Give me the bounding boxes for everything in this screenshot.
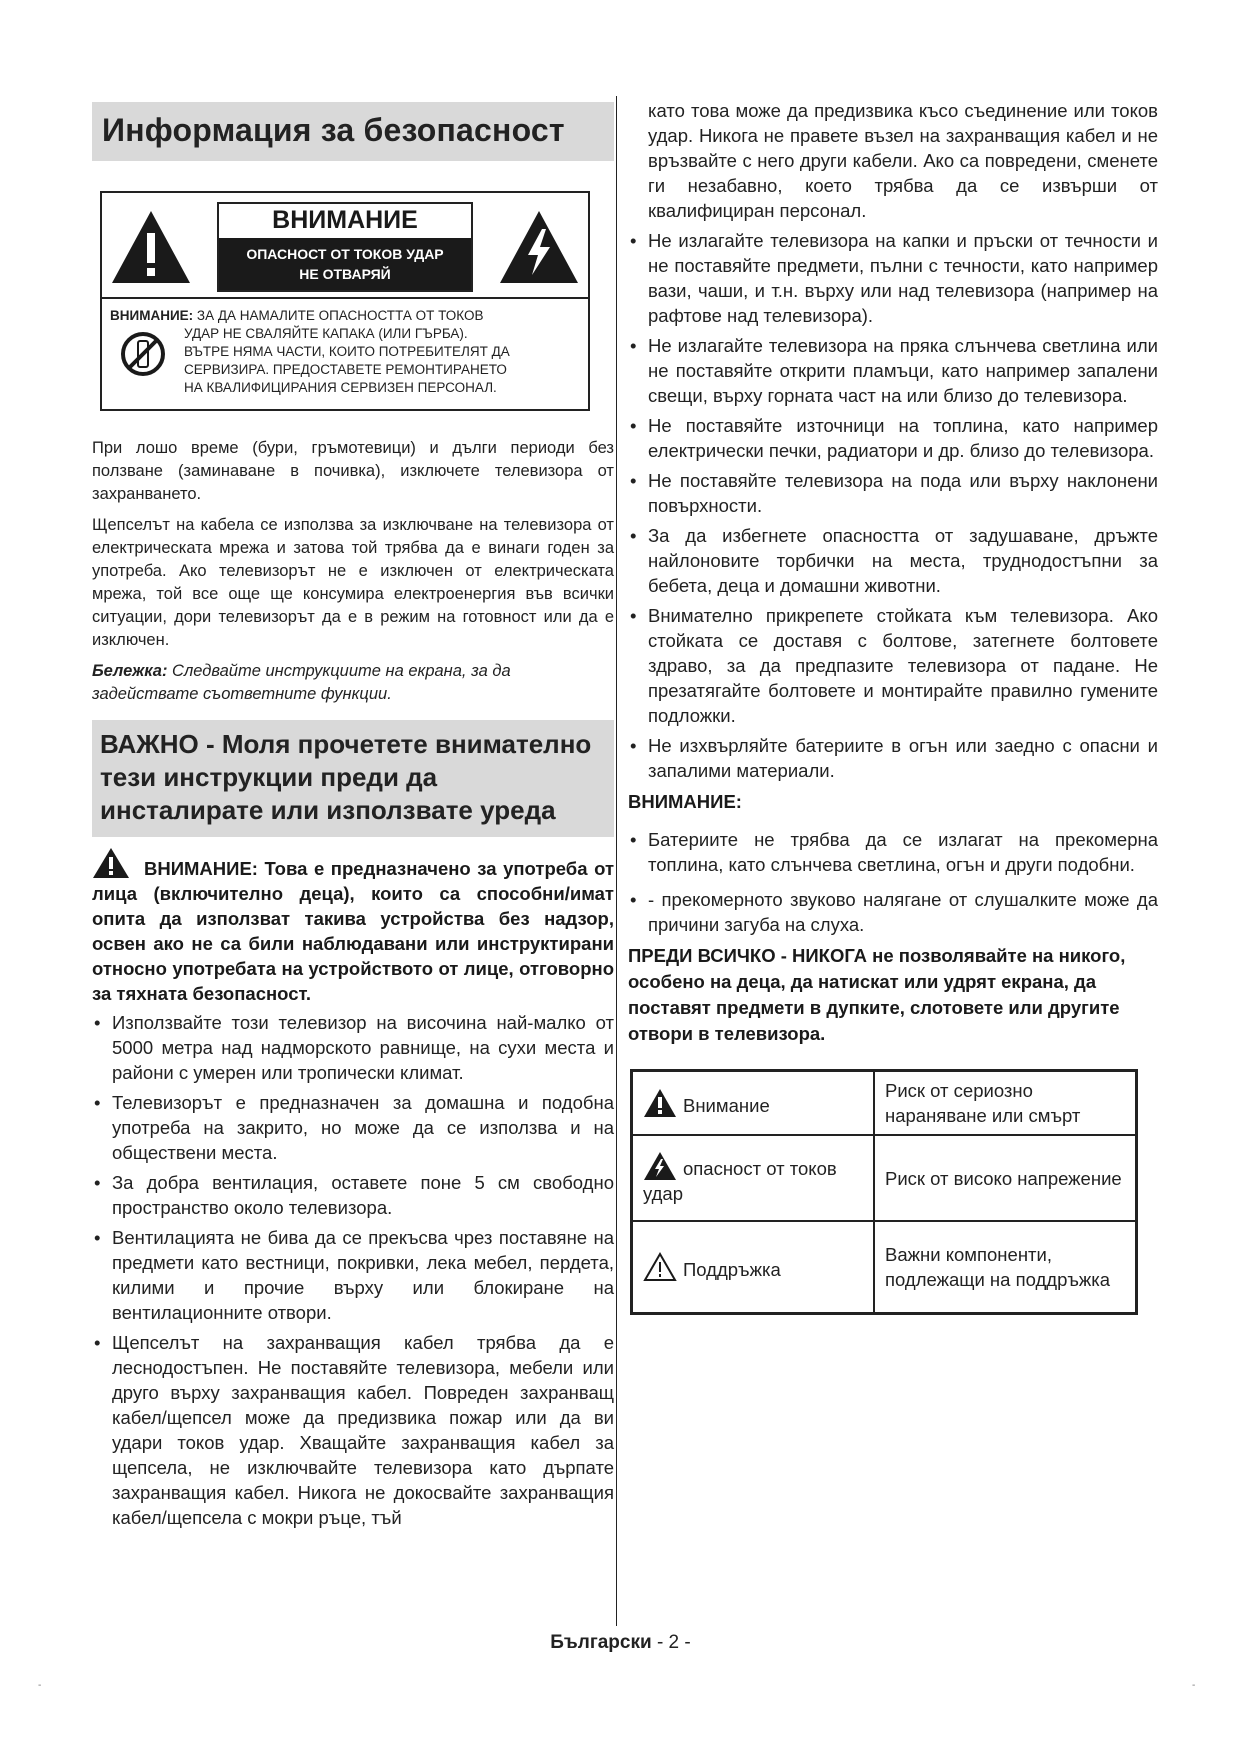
symbol-label: Поддръжка [683, 1258, 781, 1280]
caution-line-2: УДАР НЕ СВАЛЯЙТЕ КАПАКА (ИЛИ ГЪРБА). [184, 326, 468, 341]
list-item: • За добра вентилация, оставете поне 5 см свободно пространство около телевизора. [92, 1170, 614, 1220]
warning-heading: ВНИМАНИЕ: [628, 791, 742, 812]
list-item: • Батериите не трябва да се излагат на прекомерна топлина, като слънчева светлина, огън и други подобни. [628, 827, 1158, 877]
list-item: • Щепселът на захранващия кабел трябва да е леснодостъпен. Не поставяйте телевизора, мебели или друго върху захранващия кабел. Повреден захранващ кабел/щепсел може да предизвика пожар или да ви удари токов удар. Хващайте захранващия кабел за щепсела, не изключвайте телевизора като дърпате захранващия кабел. Никога не докосвайте захранващия кабел/щепсела с мокри ръце, тъй [92, 1330, 614, 1530]
no-open-icon [120, 331, 166, 377]
warning-label-banner [219, 238, 471, 290]
bold-warning-text: ВНИМАНИЕ: Това е предназначено за употреба от лица (включително деца), които са способни/имат опита да използват такива устройства без надзор, освен ако не са били наблюдавани или инструктирани относно употребата на устройството от лице, отговорно за тяхната безопасност. [92, 858, 614, 1004]
list-item: • За да избегнете опасността от задушаване, дръжте найлоновите торбички на места, труднодостъпни за бебета, деца и домашни животни. [628, 523, 1158, 598]
title-box [92, 102, 614, 161]
exclamation-triangle-icon [110, 209, 192, 285]
warning-triangle-icon [643, 1088, 677, 1118]
right-column [628, 98, 1158, 1315]
warning-label-caution [102, 297, 588, 409]
lightning-triangle-icon [643, 1151, 677, 1181]
note-paragraph [92, 660, 614, 706]
crop-mark: - [38, 1680, 42, 1691]
warning-label-heading: ВНИМАНИЕ [272, 206, 418, 234]
caution-line-5: НА КВАЛИФИЦИРАНИЯ СЕРВИЗЕН ПЕРСОНАЛ. [184, 380, 497, 395]
caution-line-3: ВЪТРЕ НЯМА ЧАСТИ, КОИТО ПОТРЕБИТЕЛЯТ ДА [184, 344, 510, 359]
list-item: • Не поставяйте източници на топлина, като например електрически печки, радиатори и др. близо до телевизора. [628, 413, 1158, 463]
banner-line-1: ОПАСНОСТ ОТ ТОКОВ УДАР [246, 246, 444, 262]
table-row [632, 1221, 1137, 1313]
never-warning: ПРЕДИ ВСИЧКО - НИКОГА не позволявайте на никого, особено на деца, да натискат или удрят екрана, да поставят предмети в дупките, слотовете или другите отвори в телевизора. [628, 945, 1126, 1044]
banner-line-2: НЕ ОТВАРЯЙ [299, 266, 391, 282]
page-title: Информация за безопасност [102, 112, 565, 148]
warning-label-center [217, 202, 473, 292]
battery-warning-list [628, 827, 1158, 937]
warning-label-top [102, 193, 588, 297]
left-bullet-list [92, 1010, 614, 1530]
warning-label-box [100, 191, 590, 411]
table-row [632, 1135, 1137, 1221]
warning-triangle-icon [92, 847, 130, 879]
caution-label: ВНИМАНИЕ: [110, 308, 194, 323]
important-heading: ВАЖНО - Моля прочетете внимателно тези инструкции преди да инсталирате или използвате уреда [100, 729, 592, 825]
continuation-paragraph: като това може да предизвика късо съединение или токов удар. Никога не правете възел на захранващия кабел и не връзвайте с него други кабели. Ако са повредени, сменете ги незабавно, което трябва да се извърши от квалифициран персонал. [648, 100, 1158, 221]
symbol-cell [632, 1135, 875, 1221]
caution-line-4: СЕРВИЗИРА. ПРЕДОСТАВЕТЕ РЕМОНТИРАНЕТО [184, 362, 507, 377]
note-text: Следвайте инструкциите на екрана, за да задействате съответните функции. [92, 662, 511, 703]
left-column [92, 102, 614, 1535]
list-item: • Вентилацията не бива да се прекъсва чрез поставяне на предмети като вестници, покривки, лека мебел, пердета, килими и прочие върху или блокиране на вентилационните отвори. [92, 1225, 614, 1325]
meaning-cell: Риск от високо напрежение [874, 1135, 1137, 1221]
symbol-cell [632, 1071, 875, 1136]
column-divider [616, 96, 617, 1626]
list-item: • Телевизорът е предназначен за домашна и подобна употреба на закрито, но може да се използва и на обществени места. [92, 1090, 614, 1165]
list-item: • Не излагайте телевизора на капки и пръски от течности и не поставяйте предмети, пълни с течности, като например вази, чаши, и т.н. върху или над телевизора (например на рафтове над телевизора). [628, 228, 1158, 328]
bold-warning [92, 847, 614, 1006]
plug-paragraph: Щепселът на кабела се използва за изключване на телевизора от електрическата мрежа и затова той трябва да е винаги годен за употреба. Ако телевизорът не е изключен от електрическата мрежа, той все още ще консумира електроенергия във всички ситуации, дори телевизорът да е в режим на готовност или да е изключен. [92, 516, 614, 649]
footer-language: Български [550, 1632, 652, 1653]
list-item: • Използвайте този телевизор на височина най-малко от 5000 метра над надморското равнище, на сухи места и райони с умерен или тропически климат. [92, 1010, 614, 1085]
list-item: • Не поставяйте телевизора на пода или върху наклонени повърхности. [628, 468, 1158, 518]
table-row [632, 1071, 1137, 1136]
page-footer [0, 1632, 1241, 1654]
symbol-label: опасност от токов удар [643, 1157, 837, 1204]
weather-paragraph: При лошо време (бури, гръмотевици) и дълги периоди без ползване (заминаване в почивка), изключете телевизора от захранването. [92, 439, 614, 503]
caution-line-1: ЗА ДА НАМАЛИТЕ ОПАСНОСТТА ОТ ТОКОВ [196, 308, 484, 323]
symbols-table [630, 1069, 1138, 1315]
list-item: • Внимателно прикрепете стойката към телевизора. Ако стойката се доставя с болтове, затегнете болтовете здраво, за да предпазите телевизора от падане. Не презатягайте болтовете и монтирайте правилно гумените подложки. [628, 603, 1158, 728]
right-bullet-list [628, 228, 1158, 783]
crop-mark: - [1192, 1680, 1196, 1691]
list-item: • Не излагайте телевизора на пряка слънчева светлина или не поставяйте открити пламъци, като например запалени свещи, върху горната част на или близо до телевизора. [628, 333, 1158, 408]
note-label: Бележка: [92, 662, 168, 680]
maintenance-triangle-icon [643, 1252, 677, 1282]
list-item: • Не изхвърляйте батериите в огън или заедно с опасни и запалими материали. [628, 733, 1158, 783]
list-item: • - прекомерното звуково налягане от слушалките може да причини загуба на слуха. [628, 887, 1158, 937]
symbol-cell [632, 1221, 875, 1313]
important-box [92, 720, 614, 837]
meaning-cell: Риск от сериозно нараняване или смърт [874, 1071, 1137, 1136]
symbol-label: Внимание [683, 1095, 770, 1116]
lightning-triangle-icon [498, 209, 580, 285]
meaning-cell: Важни компоненти, подлежащи на поддръжка [874, 1221, 1137, 1313]
page-number: - 2 - [651, 1632, 691, 1653]
